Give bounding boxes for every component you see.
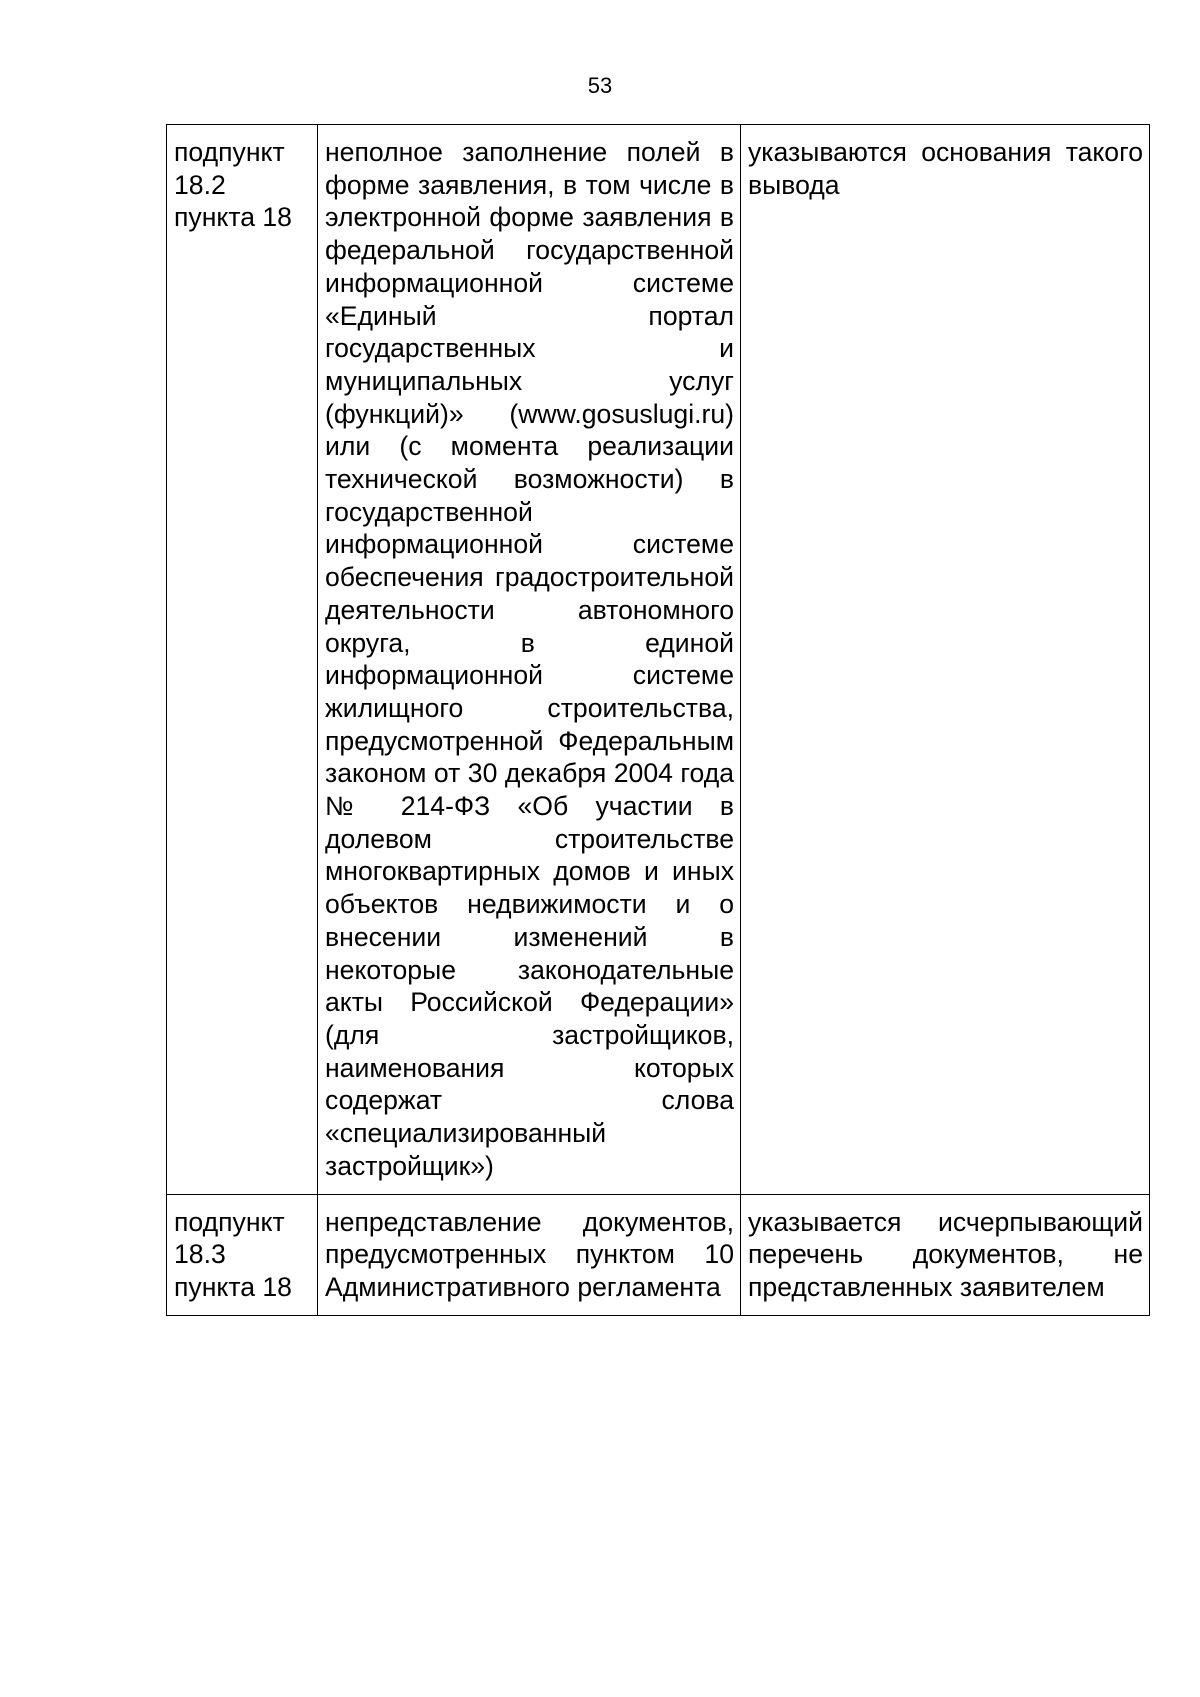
- table-cell-reason: [318, 125, 741, 1195]
- table-cell-reference: [167, 125, 318, 1195]
- table-cell-reason: [318, 1194, 741, 1315]
- reason-text: неполное заполнение полей в форме заявления, в том числе в электронной форме заявления в федеральной государственной информационной системе «Единый портал государственных и муниципальных услуг (функций)» (www.gosuslugi.ru) или (с момента реализации технической возможности) в государственной информационной системе обеспечения градостроительной деятельности автономного округа, в единой информационной системе жилищного строительства, предусмотренной Федеральным законом от 30 декабря 2004 года № 214-ФЗ «Об участии в долевом строительстве многоквартирных домов и иных объектов недвижимости и о внесении изменений в некоторые законодательные акты Российской Федерации» (для застройщиков, наименования которых содержат слова «специализированный застройщик»): [325, 137, 734, 1181]
- refusal-grounds-table: [166, 124, 1150, 1316]
- table-row: [167, 125, 1150, 1195]
- table-cell-note: [741, 125, 1150, 1195]
- reference-text: подпункт 18.3 пункта 18: [174, 1206, 292, 1302]
- reason-text: непредставление документов, предусмотренных пунктом 10 Административного регламента: [325, 1206, 734, 1302]
- page-number: 53: [587, 73, 613, 98]
- table-cell-reference: [167, 1194, 318, 1315]
- table-cell-note: [741, 1194, 1150, 1315]
- note-text: указываются основания такого вывода: [748, 137, 1143, 200]
- table-row: [167, 1194, 1150, 1315]
- note-text: указывается исчерпывающий перечень документов, не представленных заявителем: [748, 1206, 1143, 1302]
- reference-text: подпункт 18.2 пункта 18: [174, 137, 292, 233]
